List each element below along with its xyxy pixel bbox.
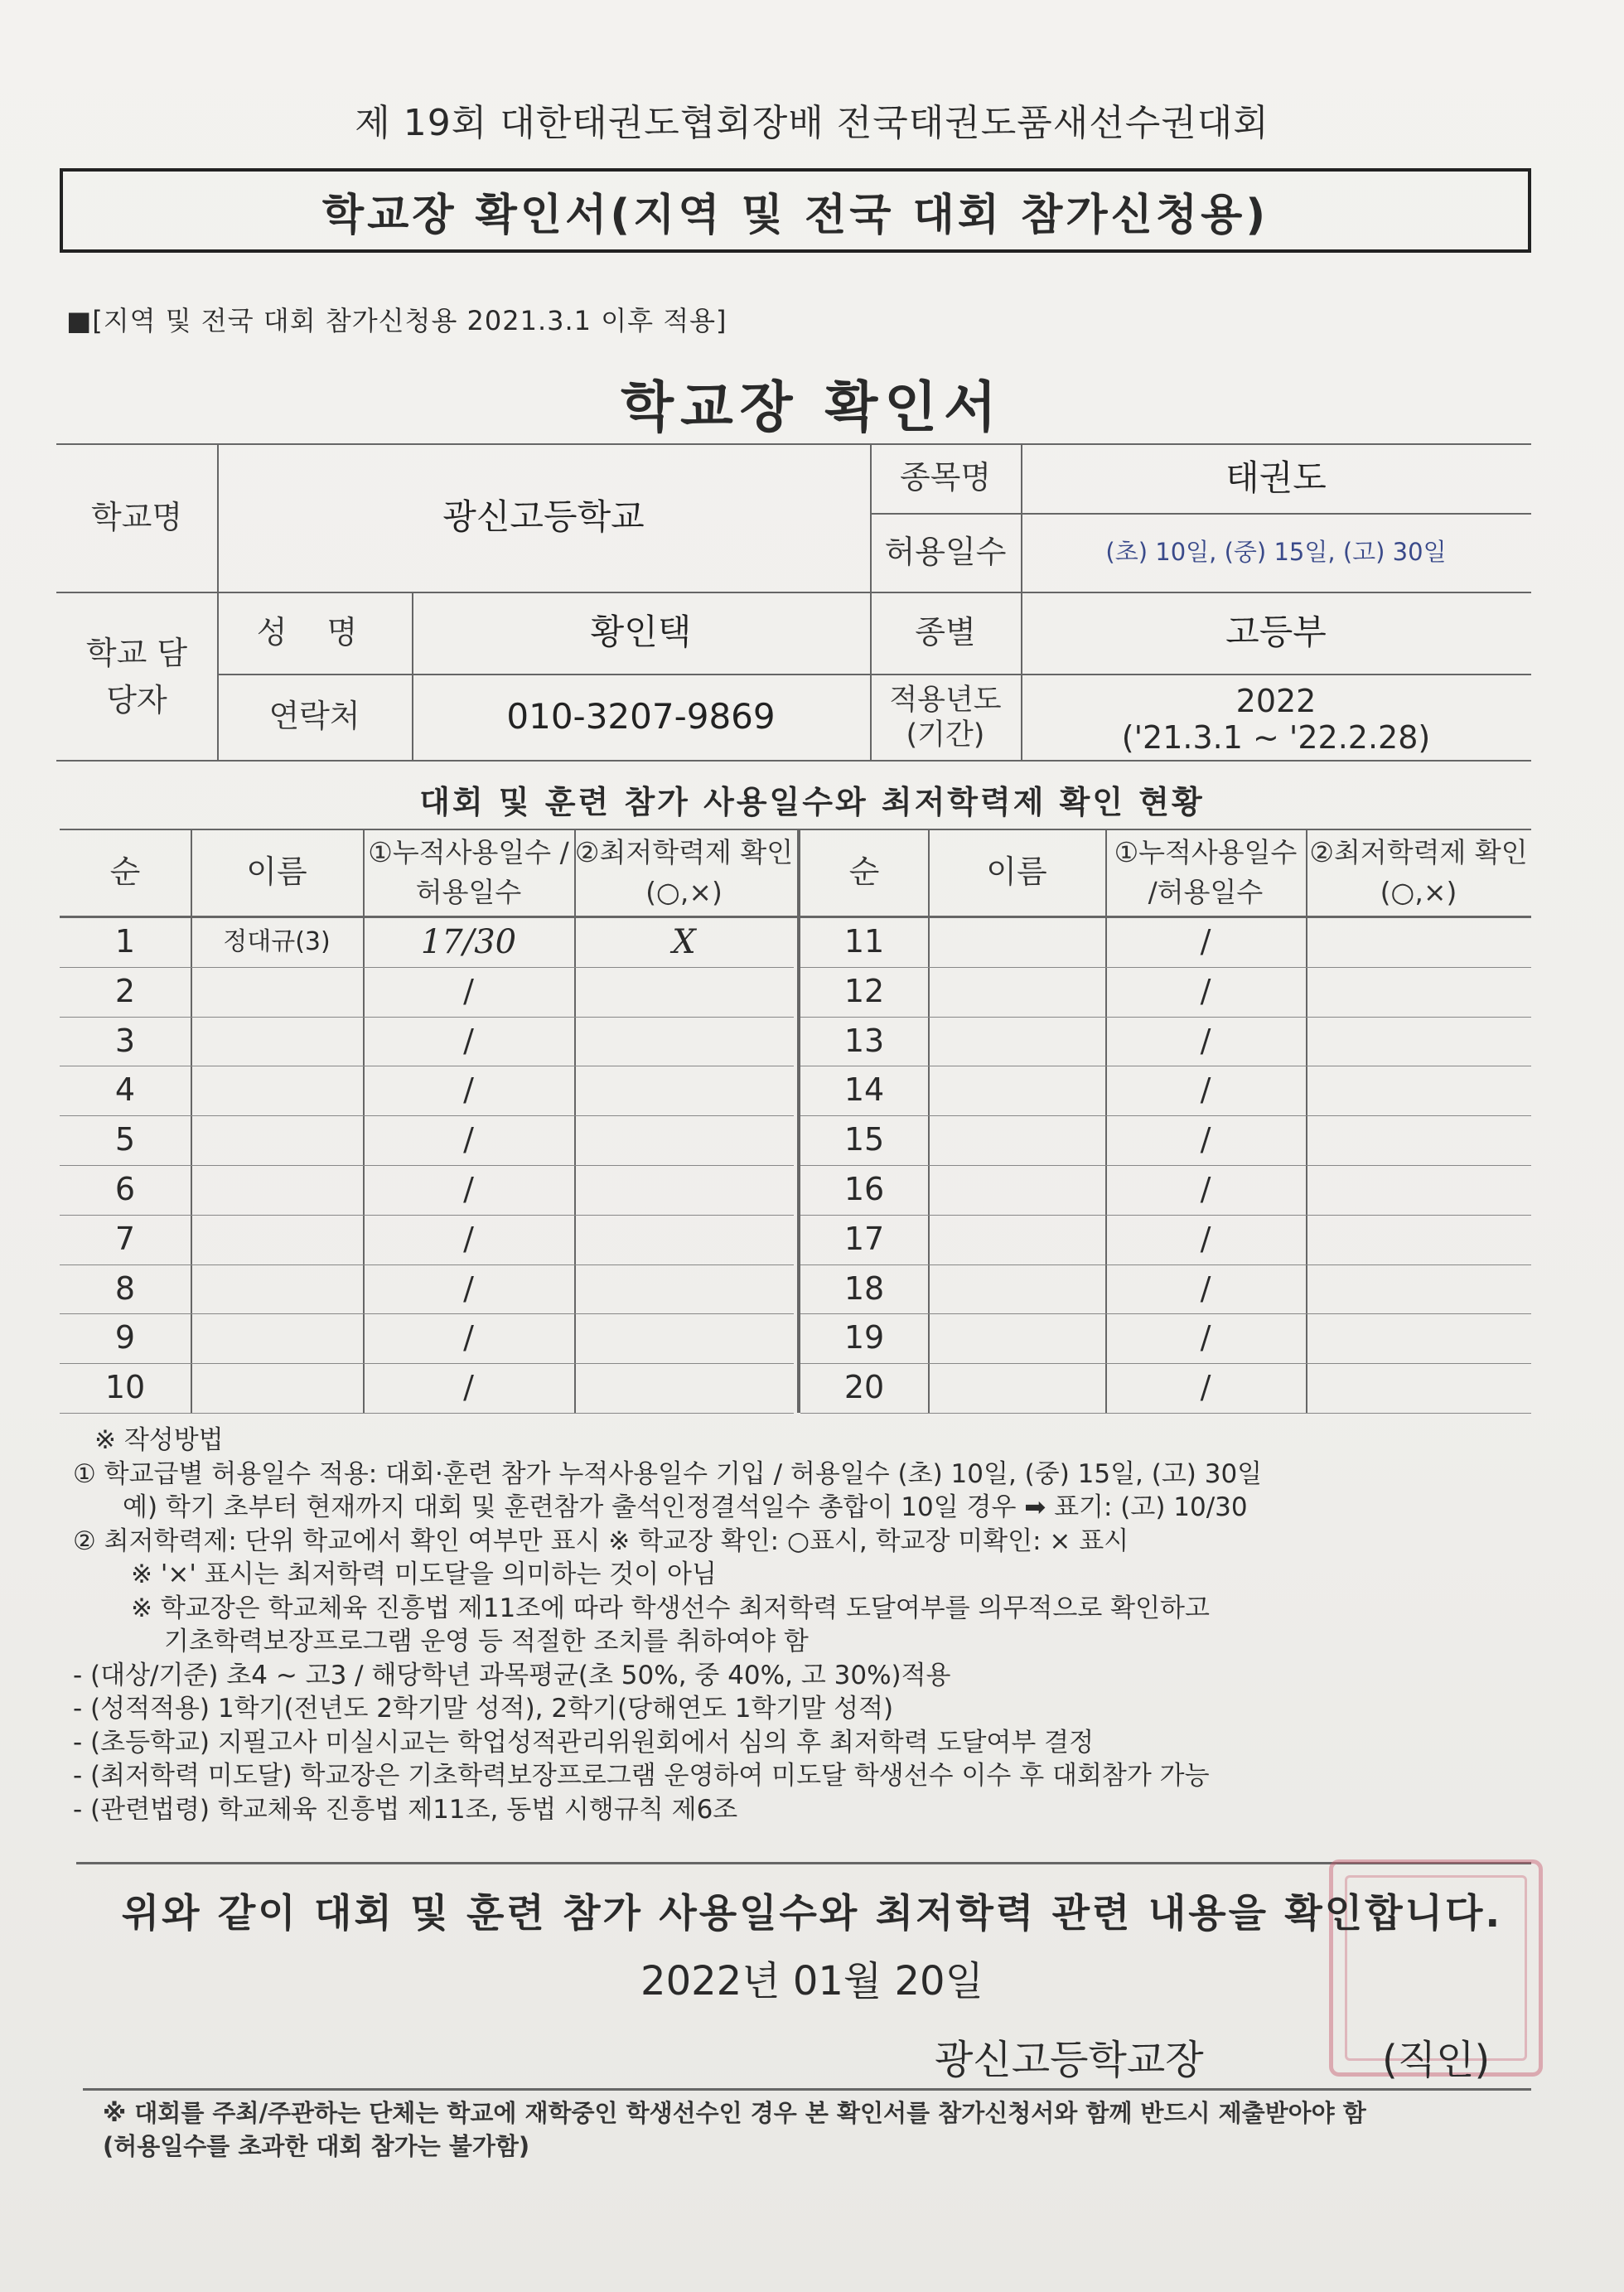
academic-check xyxy=(574,967,794,1017)
row-number: 14 xyxy=(843,1071,885,1109)
student-name xyxy=(928,1066,1105,1115)
confirmation-statement: 위와 같이 대회 및 훈련 참가 사용일수와 최저학력 관련 내용을 확인합니다. xyxy=(121,1891,1503,1937)
row-number: 6 xyxy=(114,1171,136,1208)
academic-check xyxy=(1306,1017,1531,1066)
footer-note xyxy=(103,2096,1528,2163)
person-name-label: 성 명 xyxy=(256,613,373,650)
academic-check xyxy=(1306,1165,1531,1215)
section-title: 대회 및 훈련 참가 사용일수와 최저학력제 확인 현황 xyxy=(419,784,1205,820)
row-number: 15 xyxy=(843,1121,885,1158)
student-name xyxy=(191,1264,363,1314)
academic-check xyxy=(1306,1264,1531,1314)
instruction-line: ※ 학교장은 학교체육 진흥법 제11조에 따라 학생선수 최저학력 도달여부를 의무적으로 확인하고 xyxy=(131,1593,1210,1623)
row-number: 7 xyxy=(114,1220,136,1257)
student-name xyxy=(928,1313,1105,1363)
student-name xyxy=(191,1017,363,1066)
header-academic-right: ②최저학력제 확인(○,×) xyxy=(1309,835,1528,908)
instruction-line: ① 학교급별 허용일수 적용: 대회·훈련 참가 누적사용일수 기입 / 허용일수 (초) 10일, (중) 15일, (고) 30일 xyxy=(73,1458,1263,1489)
event-title: 제 19회 대한태권도협회장배 전국태권도품새선수권대회 xyxy=(355,102,1269,144)
academic-check xyxy=(574,1264,794,1314)
period-year: 2022 xyxy=(1235,683,1317,719)
usage-days: 17/30 xyxy=(420,922,517,961)
academic-check xyxy=(574,1363,794,1413)
usage-days: / xyxy=(463,1171,474,1208)
student-name xyxy=(928,1115,1105,1165)
usage-days: / xyxy=(1200,1171,1211,1208)
student-name xyxy=(928,1215,1105,1264)
usage-days: / xyxy=(1200,1220,1211,1257)
row-number: 5 xyxy=(114,1121,136,1158)
usage-days: / xyxy=(463,1220,474,1257)
usage-days: / xyxy=(1200,1319,1211,1356)
phone-value: 010-3207-9869 xyxy=(506,695,776,737)
academic-check xyxy=(1306,917,1531,967)
usage-days: / xyxy=(1200,1269,1211,1307)
usage-days: / xyxy=(1200,1121,1211,1158)
academic-check xyxy=(1306,1215,1531,1264)
row-number: 16 xyxy=(843,1171,885,1208)
student-name xyxy=(928,917,1105,967)
principal-name: 광신고등학교장 xyxy=(935,2037,1204,2083)
academic-check xyxy=(1306,1313,1531,1363)
academic-check xyxy=(1306,1115,1531,1165)
academic-check xyxy=(1306,967,1531,1017)
row-number: 13 xyxy=(843,1022,885,1059)
instruction-line: - (초등학교) 지필고사 미실시교는 학업성적관리위원회에서 심의 후 최저학력 도달여부 결정 xyxy=(73,1727,1095,1758)
usage-days: / xyxy=(463,1071,474,1109)
usage-days: / xyxy=(1200,1369,1211,1406)
row-number: 20 xyxy=(843,1369,885,1406)
instruction-line: 예) 학기 초부터 현재까지 대회 및 훈련참가 출석인정결석일수 총합이 10일 경우 ➡ 표기: (고) 10/30 xyxy=(123,1492,1248,1522)
school-name-value: 광신고등학교 xyxy=(442,496,645,538)
academic-check xyxy=(1306,1363,1531,1413)
row-number: 12 xyxy=(843,972,885,1009)
instruction-line: - (대상/기준) 초4 ~ 고3 / 해당학년 과목평균(초 50%, 중 40%, 고 30%)적용 xyxy=(73,1660,951,1690)
header-usage-right: ①누적사용일수 /허용일수 xyxy=(1114,835,1298,908)
header-no-left: 순 xyxy=(109,853,141,890)
student-name xyxy=(191,1165,363,1215)
instruction-line: 기초학력보장프로그램 운영 등 적절한 조치를 취하여야 함 xyxy=(164,1627,809,1656)
instruction-line: - (성적적용) 1학기(전년도 2학기말 성적), 2학기(당해연도 1학기말 성적) xyxy=(73,1694,894,1724)
academic-check xyxy=(574,1066,794,1115)
footer-note-line: ※ 대회를 주최/주관하는 단체는 학교에 재학중인 학생선수인 경우 본 확인서를 참가신청서와 함께 반드시 제출받아야 함 xyxy=(103,2099,1366,2127)
student-name xyxy=(928,1017,1105,1066)
row-number: 10 xyxy=(104,1369,146,1406)
usage-days: / xyxy=(1200,1022,1211,1059)
row-number: 9 xyxy=(114,1319,136,1356)
instruction-line: ※ '×' 표시는 최저학력 미도달을 의미하는 것이 아님 xyxy=(131,1559,717,1589)
issue-date: 2022년 01월 20일 xyxy=(640,1958,984,2004)
phone-label: 연락처 xyxy=(268,698,360,735)
academic-check xyxy=(574,1165,794,1215)
academic-check xyxy=(574,1215,794,1264)
period-range: ('21.3.1 ~ '22.2.28) xyxy=(1121,719,1431,756)
header-usage-left: ①누적사용일수 /허용일수 xyxy=(368,835,569,908)
row-number: 19 xyxy=(843,1319,885,1356)
student-name xyxy=(928,1165,1105,1215)
usage-days: / xyxy=(1200,1071,1211,1109)
apply-note: ■[지역 및 전국 대회 참가신청용 2021.3.1 이후 적용] xyxy=(66,305,727,336)
usage-days: / xyxy=(463,1121,474,1158)
document-heading: 학교장 확인서 xyxy=(621,375,1003,439)
header-name-right: 이름 xyxy=(986,853,1047,890)
academic-check xyxy=(574,1115,794,1165)
academic-check xyxy=(574,1017,794,1066)
academic-check xyxy=(574,1313,794,1363)
instruction-line: - (최저학력 미도달) 학교장은 기초학력보장프로그램 운영하여 미도달 학생선수 이수 후 대회참가 가능 xyxy=(73,1761,1210,1791)
instructions xyxy=(73,1424,1531,1826)
row-number: 1 xyxy=(114,923,136,960)
school-name-label: 학교명 xyxy=(90,498,183,535)
row-number: 18 xyxy=(843,1269,885,1307)
student-name xyxy=(191,1066,363,1115)
allowed-days-value: (초) 10일, (중) 15일, (고) 30일 xyxy=(1105,538,1447,567)
student-name xyxy=(928,1264,1105,1314)
row-number: 2 xyxy=(114,972,136,1009)
category-value: 고등부 xyxy=(1225,612,1327,653)
student-name xyxy=(191,1115,363,1165)
allowed-days-label: 허용일수 xyxy=(884,533,1007,570)
contact-group-label: 학교 담당자 xyxy=(85,635,188,718)
usage-days: / xyxy=(1200,923,1211,960)
footer-note-line: (허용일수를 초과한 대회 참가는 불가함) xyxy=(103,2132,530,2160)
seal-mark: (직인) xyxy=(1382,2037,1491,2083)
instruction-line: ② 최저학력제: 단위 학교에서 확인 여부만 표시 ※ 학교장 확인: ○표시, 학교장 미확인: × 표시 xyxy=(73,1526,1129,1556)
usage-days: / xyxy=(463,1369,474,1406)
instruction-line: - (관련법령) 학교체육 진흥법 제11조, 동법 시행규칙 제6조 xyxy=(73,1794,738,1825)
student-name xyxy=(191,1363,363,1413)
student-name xyxy=(191,967,363,1017)
row-number: 3 xyxy=(114,1022,136,1059)
category-label: 종별 xyxy=(915,613,976,650)
usage-days: / xyxy=(1200,972,1211,1009)
header-name-left: 이름 xyxy=(246,853,307,890)
usage-days: / xyxy=(463,972,474,1009)
row-number: 4 xyxy=(114,1071,136,1109)
sport-value: 태권도 xyxy=(1225,457,1327,498)
student-name: 정대규(3) xyxy=(223,926,331,956)
header-academic-left: ②최저학력제 확인(○,×) xyxy=(574,835,794,908)
sport-label: 종목명 xyxy=(899,459,992,496)
student-name xyxy=(928,967,1105,1017)
row-number: 17 xyxy=(843,1220,885,1257)
row-number: 11 xyxy=(843,923,885,960)
usage-days: / xyxy=(463,1319,474,1356)
usage-days: / xyxy=(463,1269,474,1307)
period-label: 적용년도 (기간) xyxy=(889,684,1002,752)
academic-check xyxy=(1306,1066,1531,1115)
instructions-heading: ※ 작성방법 xyxy=(94,1425,224,1455)
student-name xyxy=(191,1215,363,1264)
row-number: 8 xyxy=(114,1269,136,1307)
usage-days: / xyxy=(463,1022,474,1059)
person-name-value: 황인택 xyxy=(590,612,692,653)
student-name xyxy=(191,1313,363,1363)
academic-check: X xyxy=(672,922,696,961)
header-no-right: 순 xyxy=(848,853,880,890)
student-name xyxy=(928,1363,1105,1413)
form-title: 학교장 확인서(지역 및 전국 대회 참가신청용) xyxy=(60,168,1531,253)
